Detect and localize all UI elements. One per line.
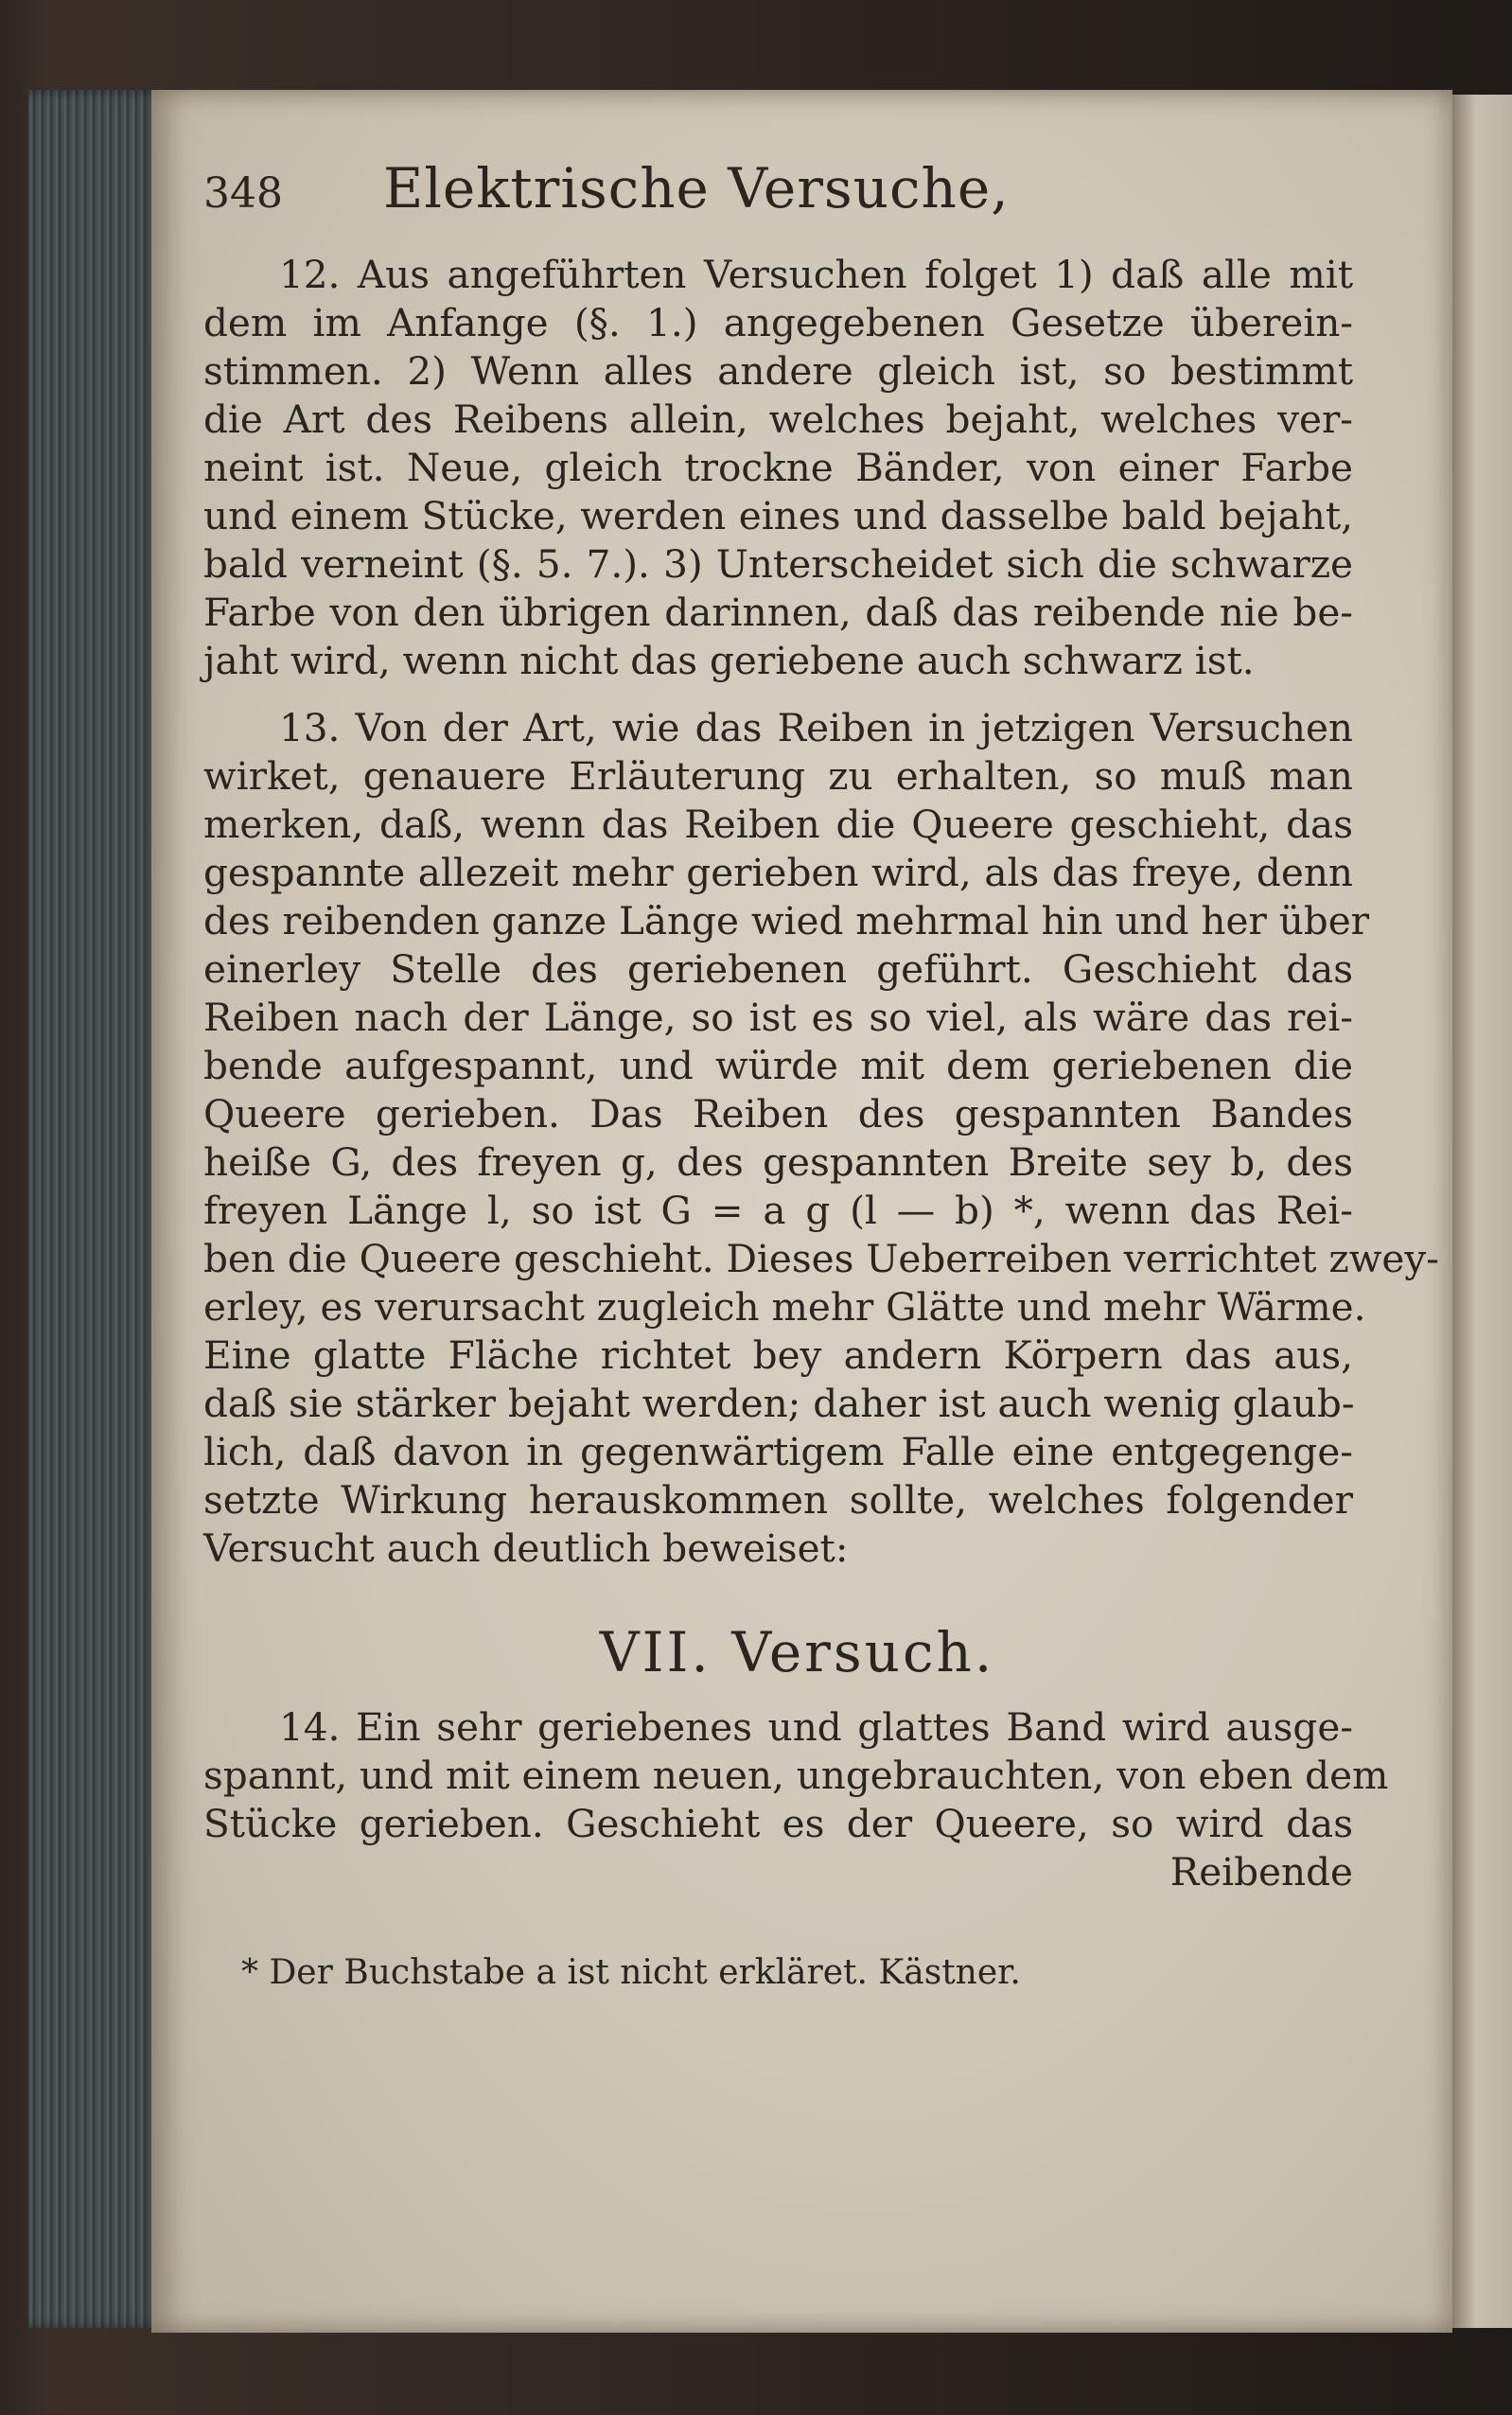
footnote: * Der Buchstabe a ist nicht erkläret. Kästner. [241, 1953, 1021, 1992]
text-line: gespannte allezeit mehr gerieben wird, als das freye, denn [203, 850, 1353, 895]
facing-page-edge [1452, 95, 1512, 2328]
paragraph-12 [203, 251, 1353, 685]
text-line: 13. Von der Art, wie das Reiben in jetzigen Versuchen [279, 705, 1353, 750]
text-line: die Art des Reibens allein, welches bejaht, welches ver- [203, 397, 1353, 442]
page-number: 348 [203, 169, 283, 218]
text-line: lich, daß davon in gegenwärtigem Falle eine entgegenge- [203, 1429, 1353, 1474]
text-line: setzte Wirkung herauskommen sollte, welches folgender [203, 1477, 1353, 1523]
catchword: Reibende [1169, 1849, 1353, 1895]
book-fore-edge [28, 90, 161, 2328]
text-line: freyen Länge l, so ist G = a g (l — b) *, wenn das Rei- [203, 1188, 1353, 1233]
text-line: erley, es verursacht zugleich mehr Glätte und mehr Wärme. [203, 1284, 1366, 1330]
text-line: Reiben nach der Länge, so ist es so viel, als wäre das rei- [203, 995, 1353, 1040]
text-line: Queere gerieben. Das Reiben des gespannten Bandes [203, 1091, 1353, 1137]
text-line: heiße G, des freyen g, des gespannten Breite sey b, des [203, 1139, 1353, 1185]
text-line: Farbe von den übrigen darinnen, daß das reibende nie be- [203, 590, 1353, 635]
section-heading: VII. Versuch. [599, 1620, 995, 1684]
paragraph-14 [203, 1703, 1389, 1848]
text-line: neint ist. Neue, gleich trockne Bänder, von einer Farbe [203, 445, 1353, 490]
text-line: daß sie stärker bejaht werden; daher ist auch wenig glaub- [203, 1381, 1355, 1426]
text-line: 14. Ein sehr geriebenes und glattes Band wird ausge- [279, 1704, 1353, 1750]
text-line: stimmen. 2) Wenn alles andere gleich ist, so bestimmt [203, 348, 1353, 394]
page-text [203, 156, 1439, 1992]
page-header [203, 156, 1353, 251]
paragraph-13 [203, 704, 1439, 1573]
text-line: 12. Aus angeführten Versuchen folget 1) daß alle mit [279, 252, 1353, 297]
text-line: spannt, und mit einem neuen, ungebrauchten, von eben dem [203, 1753, 1389, 1798]
text-line: Versucht auch deutlich beweiset: [203, 1525, 849, 1571]
text-line: dem im Anfange (§. 1.) angegebenen Gesetze überein- [203, 300, 1353, 345]
text-line: jaht wird, wenn nicht das geriebene auch schwarz ist. [203, 638, 1255, 683]
text-line: Eine glatte Fläche richtet bey andern Körpern das aus, [203, 1332, 1353, 1378]
text-line: und einem Stücke, werden eines und dasselbe bald bejaht, [203, 493, 1353, 538]
running-title: Elektrische Versuche, [383, 156, 1010, 220]
text-line: ben die Queere geschieht. Dieses Ueberreiben verrichtet zwey- [203, 1236, 1439, 1281]
text-line: wirket, genauere Erläuterung zu erhalten, so muß man [203, 753, 1353, 799]
text-line: bende aufgespannt, und würde mit dem geriebenen die [203, 1043, 1353, 1088]
text-line: merken, daß, wenn das Reiben die Queere geschieht, das [203, 802, 1353, 847]
text-line: bald verneint (§. 5. 7.). 3) Unterscheidet sich die schwarze [203, 541, 1353, 587]
text-line: einerley Stelle des geriebenen geführt. Geschieht das [203, 946, 1353, 992]
text-line: Stücke gerieben. Geschieht es der Queere, so wird das [203, 1801, 1353, 1846]
text-line: des reibenden ganze Länge wied mehrmal hin und her über [203, 898, 1370, 943]
